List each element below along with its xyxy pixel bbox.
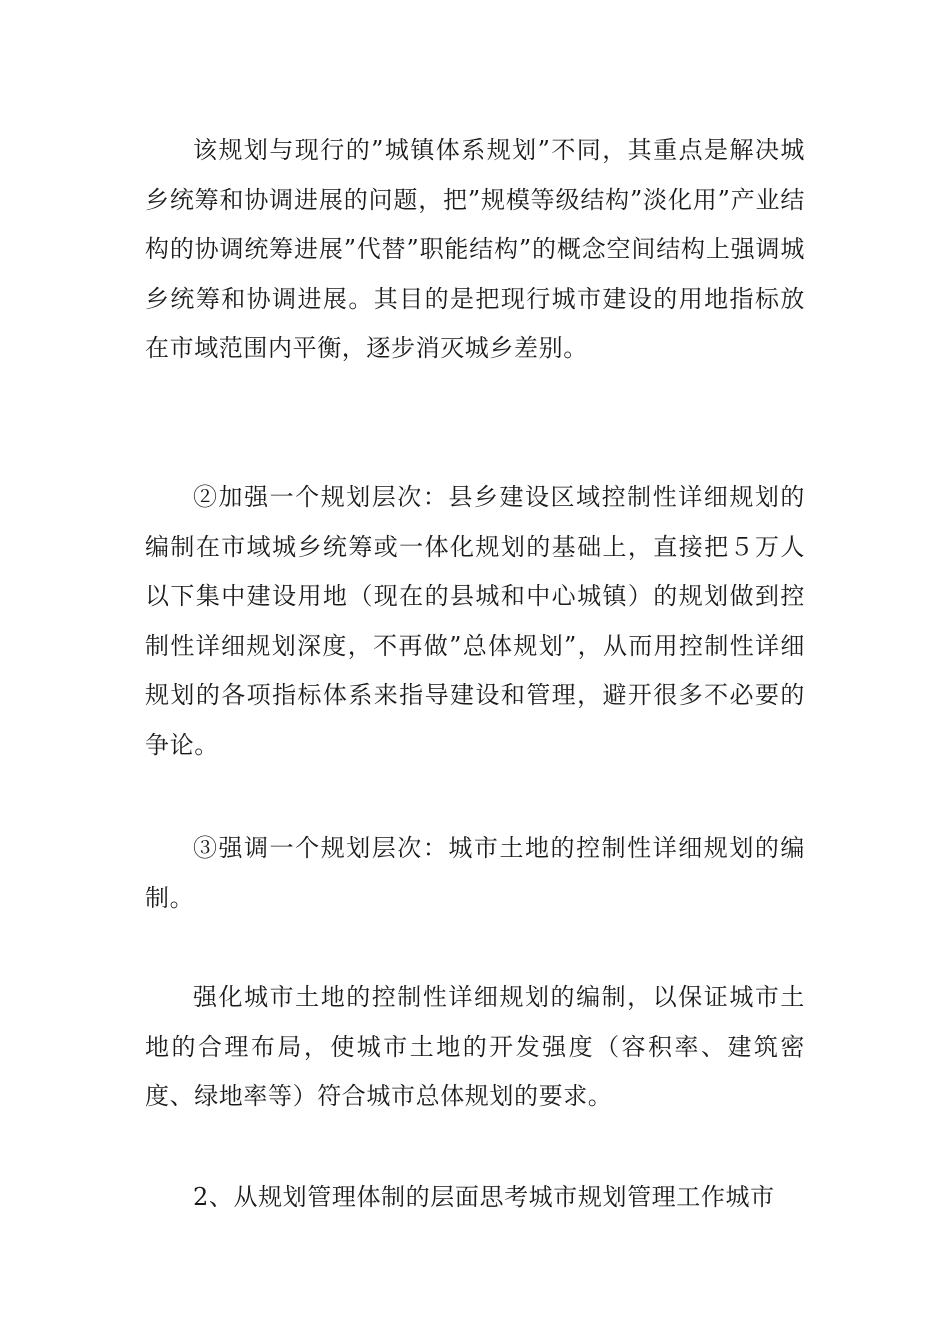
paragraph-management-system: 2、从规划管理体制的层面思考城市规划管理工作城市 [193,1183,775,1211]
paragraph-urban-rural-planning: 该规划与现行的”城镇体系规划”不同，其重点是解决城乡统筹和协调进展的问题，把”规模等级结构”淡化用”产业结构的协调统筹进展”代替”职能结构”的概念空间结构上强调城乡统筹和协调进展。其目的是把现行城市建设的用地指标放在市域范围内平衡，逐步消灭城乡差别。 [145,136,805,362]
paragraph-city-land-planning-heading: ③强调一个规划层次：城市土地的控制性详细规划的编制。 [145,834,805,912]
paragraph-city-land-planning-detail: 强化城市土地的控制性详细规划的编制，以保证城市土地的合理布局，使城市土地的开发强度（容积率、建筑密度、绿地率等）符合城市总体规划的要求。 [145,983,805,1110]
paragraph-county-township-planning: ②加强一个规划层次：县乡建设区域控制性详细规划的编制在市域城乡统筹或一体化规划的基础上，直接把５万人以下集中建设用地（现在的县城和中心城镇）的规划做到控制性详细规划深度，不再做”总体规划”，从而用控制性详细规划的各项指标体系来指导建设和管理，避开很多不必要的争论。 [145,483,805,759]
